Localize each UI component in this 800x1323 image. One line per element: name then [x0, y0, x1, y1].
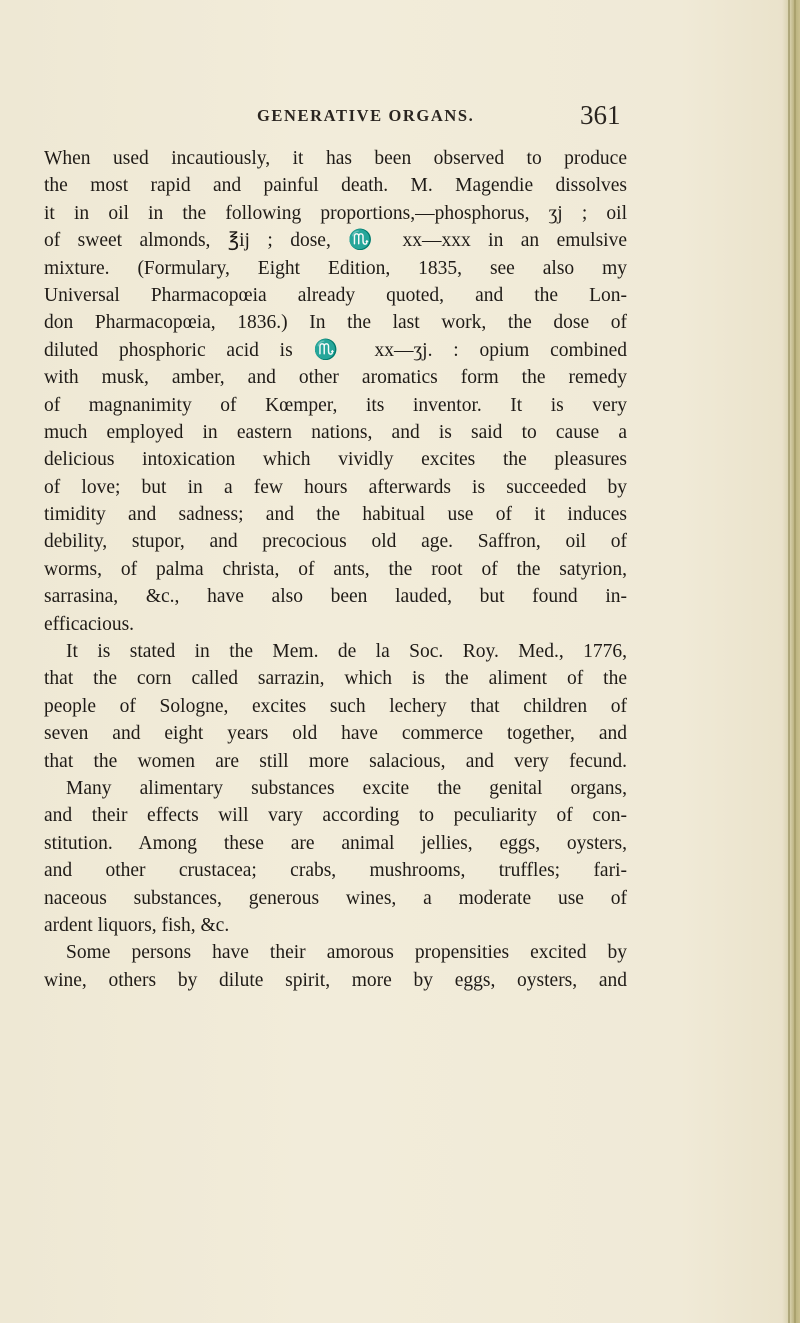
text-line: Universal Pharmacopœia already quoted, and the Lon-	[44, 284, 627, 306]
text-line: with musk, amber, and other aromatics form the remedy	[44, 367, 627, 389]
text-line: much employed in eastern nations, and is said to cause a	[44, 421, 627, 443]
text-line: It is stated in the Mem. de la Soc. Roy. Med., 1776,	[66, 641, 627, 663]
text-line: ardent liquors, fish, &c.	[44, 914, 230, 936]
page-number: 361	[580, 100, 621, 130]
text-line: delicious intoxication which vividly excites the pleasures	[44, 449, 627, 471]
text-line: and their effects will vary according to peculiarity of con-	[44, 805, 627, 827]
text-line: it in oil in the following proportions,—phosphorus, ʒj ; oil	[44, 202, 627, 224]
text-line: sarrasina, &c., have also been lauded, but found in-	[44, 586, 627, 608]
text-line: wine, others by dilute spirit, more by eggs, oysters, and	[44, 969, 627, 991]
text-line: timidity and sadness; and the habitual use of it induces	[44, 504, 627, 526]
text-line: Some persons have their amorous propensities excited by	[66, 942, 627, 964]
page-edge-binding	[782, 0, 800, 1323]
text-line: of love; but in a few hours afterwards is succeeded by	[44, 476, 627, 498]
text-line: worms, of palma christa, of ants, the root of the satyrion,	[44, 558, 627, 580]
text-line: that the women are still more salacious, and very fecund.	[44, 750, 627, 772]
text-line: Many alimentary substances excite the genital organs,	[66, 777, 627, 799]
text-line: mixture. (Formulary, Eight Edition, 1835, see also my	[44, 257, 627, 279]
text-line: don Pharmacopœia, 1836.) In the last work, the dose of	[44, 312, 627, 334]
text-line: that the corn called sarrazin, which is the aliment of the	[44, 668, 627, 690]
text-line: the most rapid and painful death. M. Magendie dissolves	[44, 175, 627, 197]
text-line: people of Sologne, excites such lechery that children of	[44, 695, 627, 717]
edge-shadow-line	[794, 0, 796, 1323]
text-line: naceous substances, generous wines, a moderate use of	[44, 887, 627, 909]
text-line: debility, stupor, and precocious old age. Saffron, oil of	[44, 531, 627, 553]
text-line: stitution. Among these are animal jellies, eggs, oysters,	[44, 832, 627, 854]
page-header	[0, 100, 800, 140]
text-line: of magnanimity of Kœmper, its inventor. It is very	[44, 394, 627, 416]
text-line: When used incautiously, it has been observed to produce	[44, 148, 627, 169]
text-line: and other crustacea; crabs, mushrooms, truffles; fari-	[44, 860, 627, 882]
running-title: GENERATIVE ORGANS.	[257, 106, 475, 125]
edge-shadow-line	[788, 0, 790, 1323]
text-line: diluted phosphoric acid is ♏ xx—ʒj. : opium combined	[44, 339, 627, 361]
text-line: seven and eight years old have commerce together, and	[44, 723, 627, 745]
text-line: of sweet almonds, ℥ij ; dose, ♏ xx—xxx in an emulsive	[44, 230, 627, 252]
text-line: efficacious.	[44, 613, 135, 635]
body-text	[44, 145, 627, 994]
